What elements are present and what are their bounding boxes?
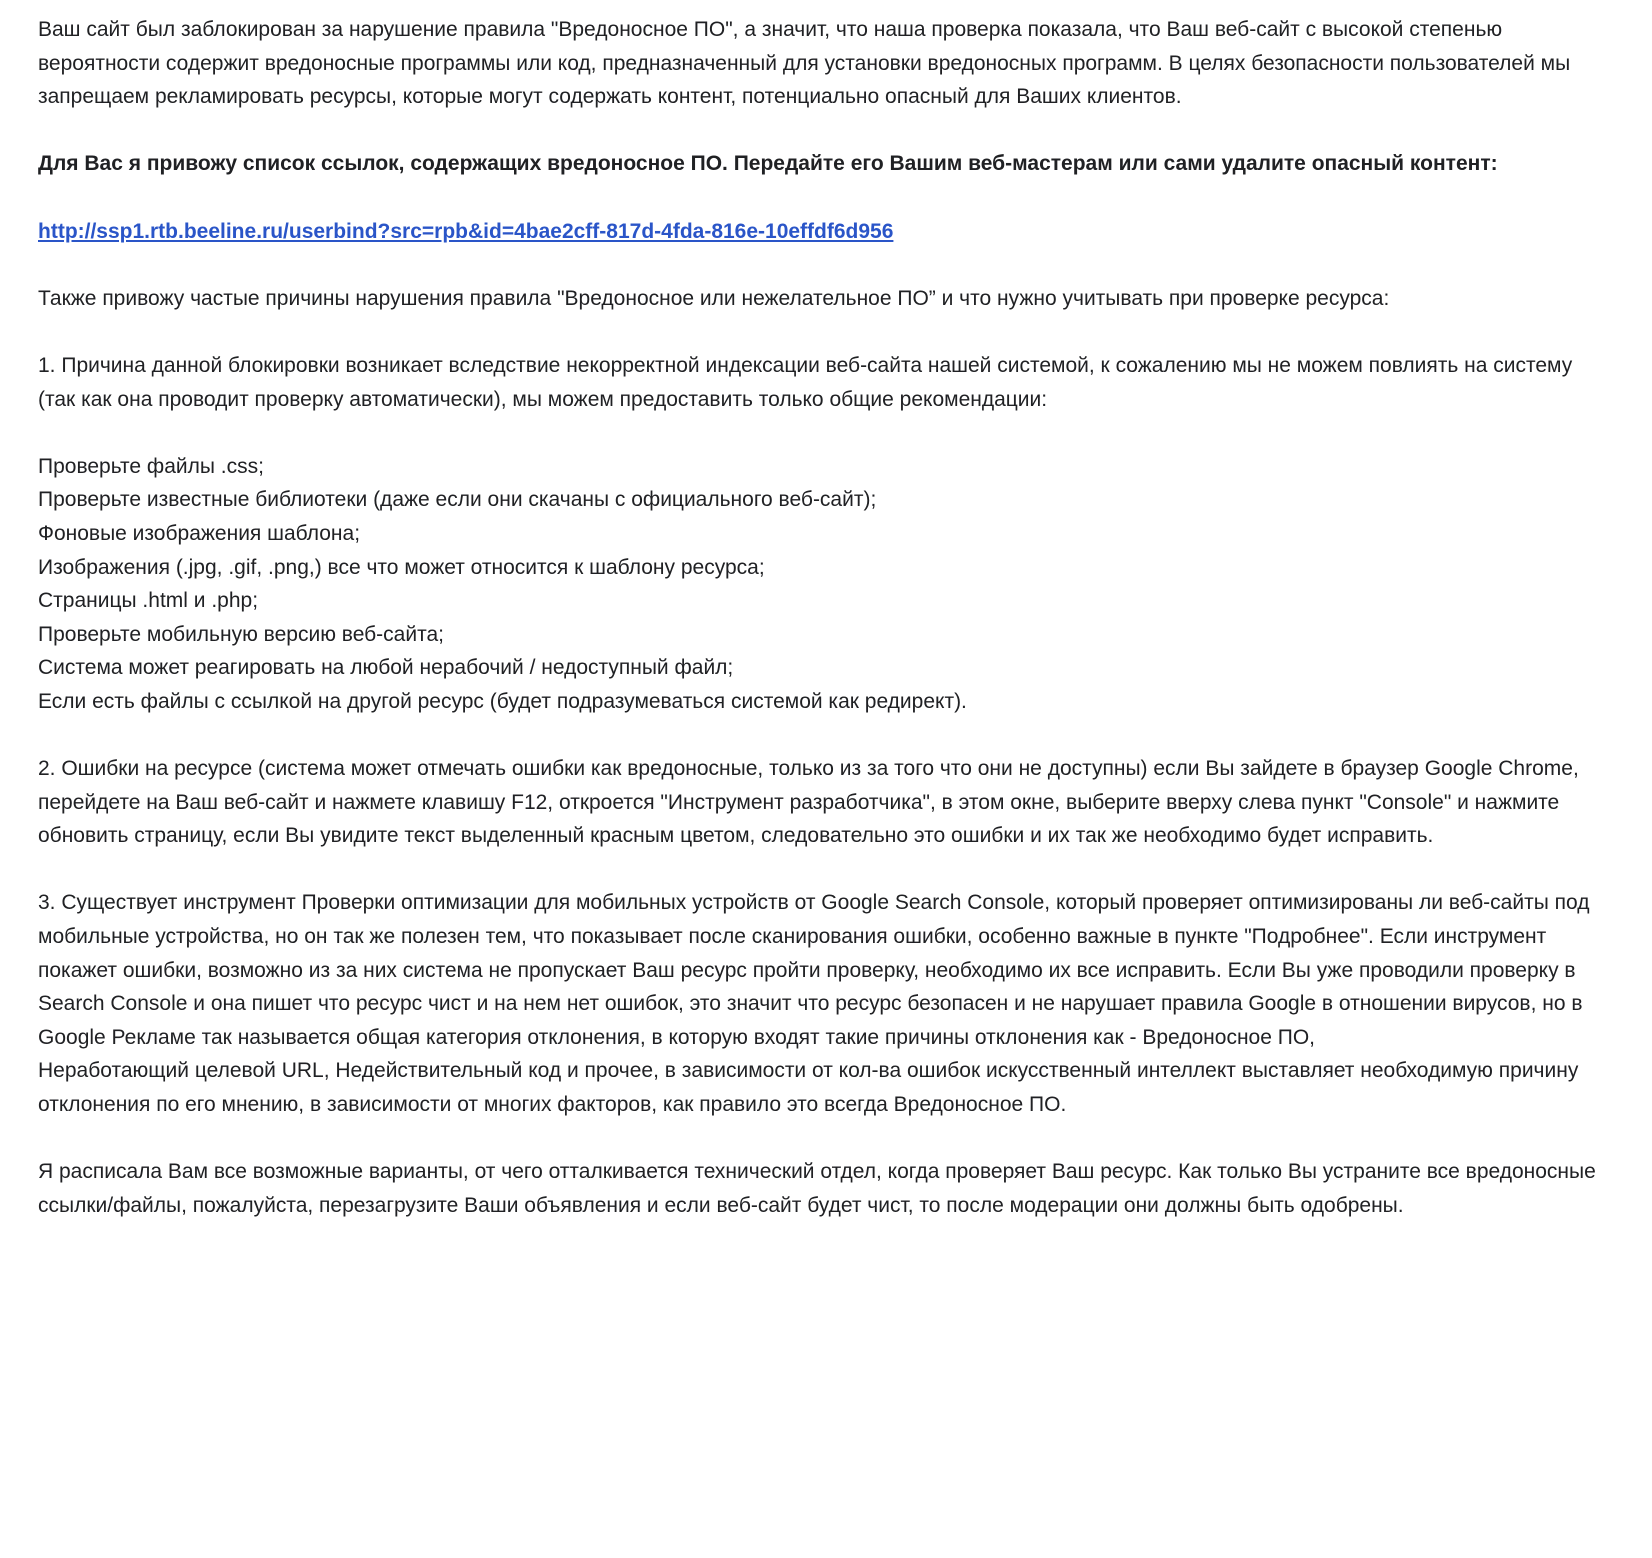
checklist-item: Если есть файлы с ссылкой на другой ресурс (будет подразумеваться системой как редирект).	[38, 689, 967, 713]
checklist-item: Страницы .html и .php;	[38, 589, 259, 613]
malware-link-paragraph	[38, 215, 1612, 249]
malware-links-intro-paragraph: Для Вас я привожу список ссылок, содержащих вредоносное ПО. Передайте его Вашим веб-мастерам или сами удалите опасный контент:	[38, 152, 1498, 176]
closing-paragraph: Я расписала Вам все возможные варианты, от чего отталкивается технический отдел, когда проверяет Ваш ресурс. Как только Вы устраните все вредоносные ссылки/файлы, пожалуйста, перезагрузите Ваши объявления и если веб-сайт будет чист, то после модерации они должны быть одобрены.	[38, 1160, 1596, 1217]
cause-3-paragraph	[38, 886, 1612, 1121]
common-causes-intro-paragraph: Также привожу частые причины нарушения правила "Вредоносное или нежелательное ПО” и что нужно учитывать при проверке ресурса:	[38, 286, 1390, 310]
malware-url-link[interactable]: http://ssp1.rtb.beeline.ru/userbind?src=rpb&id=4bae2cff-817d-4fda-816e-10effdf6d956	[38, 219, 894, 243]
checklist-item: Система может реагировать на любой нерабочий / недоступный файл;	[38, 656, 734, 680]
checklist-item: Фоновые изображения шаблона;	[38, 521, 361, 545]
cause-3-part-1: 3. Существует инструмент Проверки оптимизации для мобильных устройств от Google Search Console, который проверяет оптимизированы ли веб-сайты под мобильные устройства, но он так же полезен тем, что показывает после сканирования ошибки, особенно важные в пункте "Подробнее". Если инструмент покажет ошибки, возможно из за них система не пропускает Ваш ресурс пройти проверку, необходимо их все исправить. Если Вы уже проводили проверку в Search Console и она пишет что ресурс чист и на нем нет ошибок, это значит что ресурс безопасен и не нарушает правила Google в отношении вирусов, но в Google Рекламе так называется общая категория отклонения, в которую входят такие причины отклонения как - Вредоносное ПО,	[38, 891, 1590, 1049]
checklist-item: Проверьте файлы .css;	[38, 454, 264, 478]
cause-1-paragraph: 1. Причина данной блокировки возникает вследствие некорректной индексации веб-сайта нашей системой, к сожалению мы не можем повлиять на систему (так как она проводит проверку автоматически), мы можем предоставить только общие рекомендации:	[38, 353, 1573, 411]
checklist-item: Проверьте мобильную версию веб-сайта;	[38, 622, 444, 646]
checklist-item: Проверьте известные библиотеки (даже если они скачаны с официального веб-сайт);	[38, 488, 877, 512]
cause-2-paragraph: 2. Ошибки на ресурсе (система может отмечать ошибки как вредоносные, только из за того что они не доступны) если Вы зайдете в браузер Google Chrome, перейдете на Ваш веб-сайт и нажмете клавишу F12, откроется "Инструмент разработчика", в этом окне, выберите вверху слева пункт "Console" и нажмите обновить страницу, если Вы увидите текст выделенный красным цветом, следовательно это ошибки и их так же необходимо будет исправить.	[38, 757, 1579, 848]
checklist-paragraph	[38, 450, 1612, 719]
cause-3-part-2: Неработающий целевой URL, Недействительный код и прочее, в зависимости от кол-ва ошибок искусственный интеллект выставляет необходимую причину отклонения по его мнению, в зависимости от многих факторов, как правило это всегда Вредоносное ПО.	[38, 1059, 1579, 1116]
block-reason-paragraph: Ваш сайт был заблокирован за нарушение правила "Вредоносное ПО", а значит, что наша проверка показала, что Ваш веб-сайт с высокой степенью вероятности содержит вредоносные программы или код, предназначенный для установки вредоносных программ. В целях безопасности пользователей мы запрещаем рекламировать ресурсы, которые могут содержать контент, потенциально опасный для Ваших клиентов.	[38, 18, 1571, 109]
checklist-item: Изображения (.jpg, .gif, .png,) все что может относится к шаблону ресурса;	[38, 555, 765, 579]
